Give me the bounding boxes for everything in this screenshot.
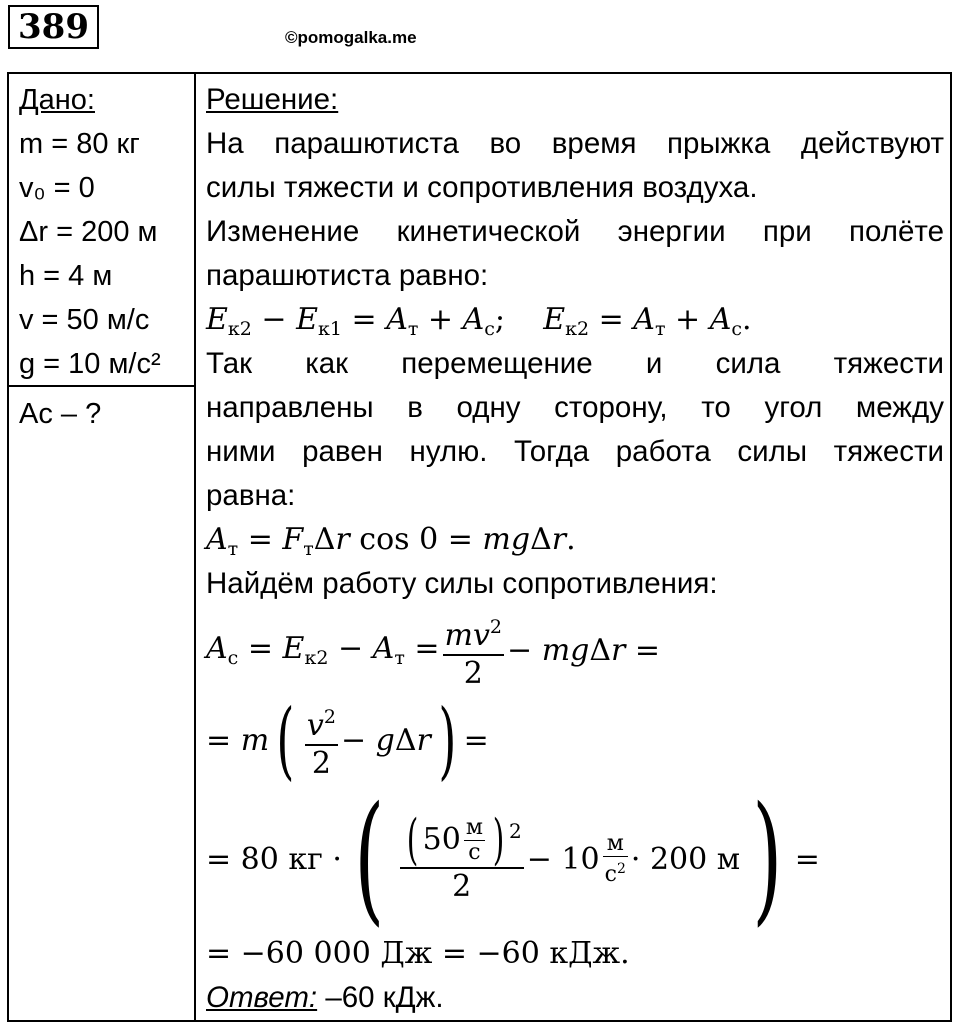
- solution-text: Так как перемещение и сила тяжести: [206, 347, 944, 380]
- given-initial-velocity: v₀ = 0: [19, 172, 95, 204]
- given-section: [19, 78, 189, 386]
- problem-number: 389: [8, 5, 99, 49]
- formula-gravity-work: $A_т = F_т\Delta r$ cos 0 = mgΔr.: [206, 522, 576, 560]
- answer-value: –60 кДж.: [317, 981, 444, 1014]
- given-height: h = 4 м: [19, 260, 113, 292]
- solution-text: На парашютиста во время прыжка действуют: [206, 127, 944, 160]
- given-heading: Дано:: [19, 84, 95, 116]
- formula-kinetic-energy: $E_{к2} - E_{к1} = A_т + A_с$; $E_{к2} = A_т + A_с$.: [206, 302, 752, 340]
- column-divider: [194, 74, 196, 1020]
- formula-result: = −60 000 Дж = −60 кДж.: [206, 936, 630, 971]
- solution-text: равна:: [206, 479, 296, 512]
- solution-text: направлены в одну сторону, то угол между: [206, 391, 944, 424]
- formula-resistance-work: $A_с = E_{к2} - A_т$ = $\frac{mv^2}{2}$ − mgΔr =: [206, 606, 944, 694]
- solution-section: [206, 78, 944, 1020]
- unknown-quantity: Aс – ?: [19, 398, 102, 430]
- solution-text: парашютиста равно:: [206, 259, 489, 292]
- answer: [206, 976, 944, 1020]
- given-mass: m = 80 кг: [19, 128, 140, 160]
- watermark: ©pomogalka.me: [285, 28, 417, 47]
- problem-table: [7, 72, 952, 1022]
- formula-substitution: = 80 кг · ( ( 50 $\frac{м}{с}$ ) $^2$ 2 − 10 $\frac{м}{с^2}$ · 200 м ) =: [206, 777, 820, 940]
- solution-text: ними равен нулю. Тогда работа силы тяжести: [206, 435, 944, 468]
- solution-text: Найдём работу силы сопротивления:: [206, 567, 718, 600]
- formula-factored: = m ( $\frac{v^2}{2}$ − gΔr ) =: [206, 691, 489, 789]
- solution-text: Изменение кинетической энергии при полёте: [206, 215, 944, 248]
- given-displacement: Δr = 200 м: [19, 216, 158, 248]
- given-gravity: g = 10 м/с²: [19, 348, 161, 380]
- solution-heading: Решение:: [206, 83, 339, 116]
- given-final-velocity: v = 50 м/с: [19, 304, 150, 336]
- solution-text: силы тяжести и сопротивления воздуха.: [206, 171, 758, 204]
- answer-label: Ответ:: [206, 981, 318, 1014]
